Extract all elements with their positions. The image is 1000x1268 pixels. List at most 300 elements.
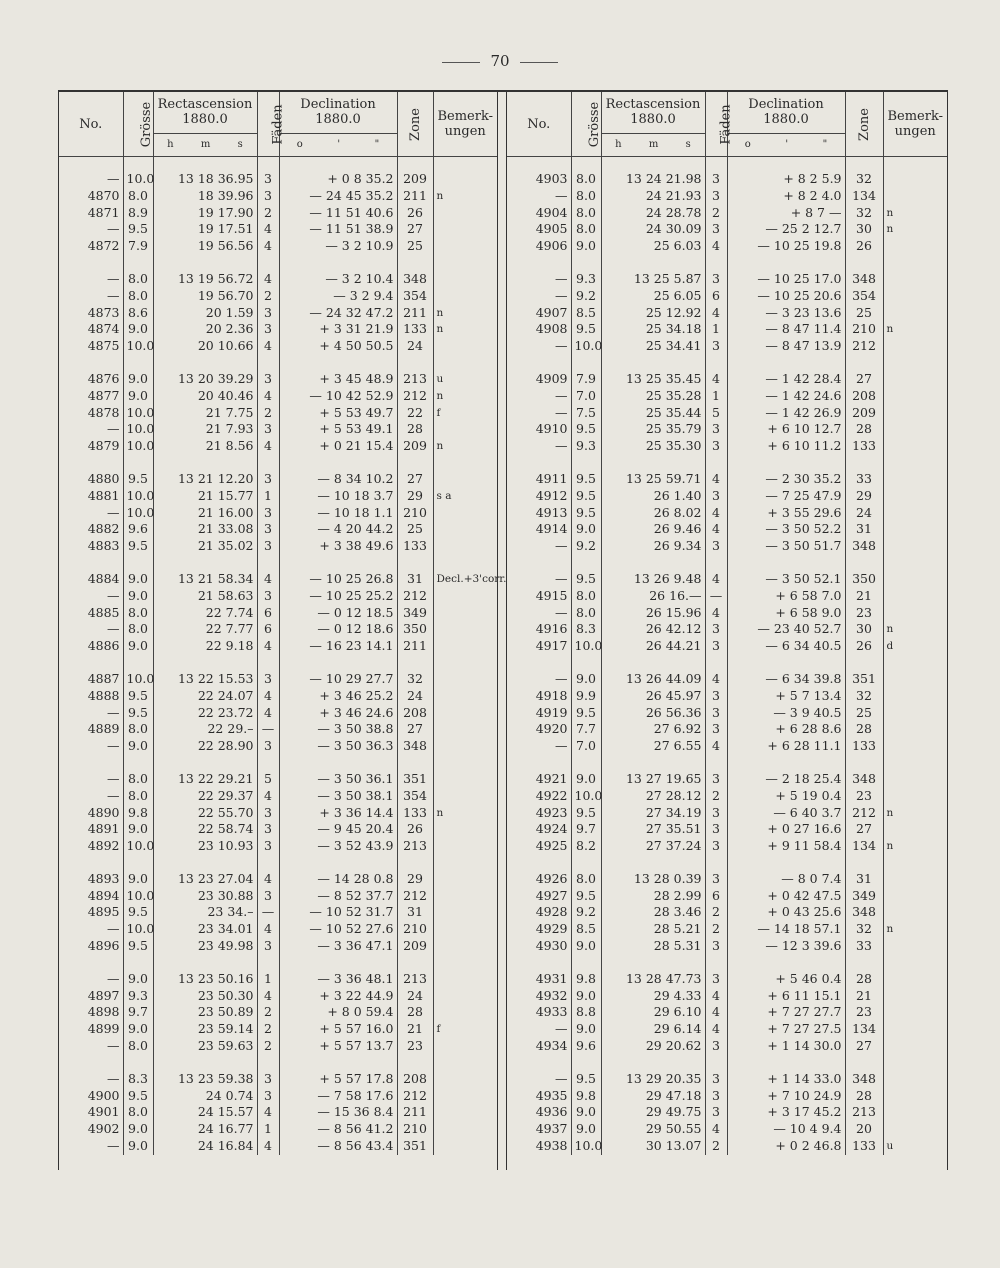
cell-bem (883, 1071, 947, 1088)
cell-no: — (507, 388, 571, 405)
cell-no: 4935 (507, 1088, 571, 1105)
table-row (59, 788, 497, 805)
col-header-bem: Bemerk-ungen (433, 92, 497, 157)
cell-groesse: 8.0 (571, 605, 601, 622)
cell-no: 4890 (59, 805, 123, 822)
spacer-cell (571, 157, 601, 172)
spacer-cell (59, 755, 123, 771)
cell-bem: n (886, 323, 894, 336)
spacer-cell (123, 1055, 153, 1071)
col-header-ra: Rectascension 1880.0 h m s (601, 92, 705, 157)
spacer-cell (705, 955, 727, 971)
cell-bem (883, 421, 947, 438)
cell-groesse: 9.0 (123, 1121, 153, 1138)
cell-decl: + 3 38 49.6 (279, 538, 397, 555)
cell-no: 4888 (59, 688, 123, 705)
cell-groesse: 8.0 (571, 188, 601, 205)
cell-ra: 28 5.31 (601, 938, 705, 955)
cell-groesse: 9.0 (123, 738, 153, 755)
group-gap-row (507, 955, 947, 971)
cell-ra: 28 3.46 (601, 904, 705, 921)
table-row (507, 438, 947, 455)
cell-groesse: 10.0 (123, 488, 153, 505)
cell-faeden: 3 (705, 771, 727, 788)
cell-ra: 13 26 9.48 (601, 571, 705, 588)
cell-no: — (59, 271, 123, 288)
cell-ra: 24 16.77 (153, 1121, 257, 1138)
cell-no: 4928 (507, 904, 571, 921)
cell-decl: — 10 4 9.4 (727, 1121, 845, 1138)
cell-zone: 28 (845, 1088, 883, 1105)
cell-ra: 29 6.10 (601, 1004, 705, 1021)
cell-groesse: 10.0 (123, 505, 153, 522)
cell-faeden: 1 (257, 488, 279, 505)
cell-zone: 348 (845, 271, 883, 288)
table-row (59, 688, 497, 705)
table-row (59, 771, 497, 788)
cell-decl: — 3 50 36.3 (279, 738, 397, 755)
cell-decl: — 14 28 0.8 (279, 871, 397, 888)
spacer-cell (397, 655, 433, 671)
cell-faeden: 3 (257, 305, 279, 322)
cell-faeden: 4 (257, 438, 279, 455)
group-gap-row (507, 755, 947, 771)
table-row (59, 605, 497, 622)
cell-ra: 25 6.03 (601, 238, 705, 255)
cell-decl: — 3 50 51.7 (727, 538, 845, 555)
cell-ra: 27 28.12 (601, 788, 705, 805)
cell-zone: 25 (397, 521, 433, 538)
cell-no: — (59, 971, 123, 988)
cell-ra: 26 9.34 (601, 538, 705, 555)
cell-faeden: 4 (257, 705, 279, 722)
cell-zone: 209 (845, 405, 883, 422)
cell-bem: n (436, 323, 444, 336)
cell-decl: + 6 28 11.1 (727, 738, 845, 755)
cell-no: 4875 (59, 338, 123, 355)
spacer-cell (705, 455, 727, 471)
cell-zone: 30 (845, 221, 883, 238)
table-row (507, 1138, 947, 1155)
spacer-cell (727, 255, 845, 271)
spacer-cell (397, 455, 433, 471)
cell-decl: — 7 58 17.6 (279, 1088, 397, 1105)
cell-decl: + 8 0 59.4 (279, 1004, 397, 1021)
cell-zone: 134 (845, 838, 883, 855)
spacer-cell (845, 1055, 883, 1071)
spacer-cell (601, 855, 705, 871)
cell-bem (433, 971, 497, 988)
spacer-cell (279, 355, 397, 371)
table-row (507, 1021, 947, 1038)
spacer-cell (153, 157, 257, 172)
cell-no: 4909 (507, 371, 571, 388)
spacer-cell (601, 255, 705, 271)
cell-bem (883, 988, 947, 1005)
cell-zone: 208 (397, 705, 433, 722)
cell-faeden: 3 (257, 188, 279, 205)
cell-decl: — 24 45 35.2 (279, 188, 397, 205)
cell-bem (433, 1121, 497, 1138)
cell-zone: 27 (845, 1038, 883, 1055)
cell-zone: 32 (845, 688, 883, 705)
cell-zone: 24 (397, 988, 433, 1005)
cell-bem: u (886, 1140, 894, 1153)
spacer-cell (59, 455, 123, 471)
table-row (59, 1071, 497, 1088)
spacer-cell (845, 555, 883, 571)
table-row (507, 871, 947, 888)
spacer-cell (845, 855, 883, 871)
table-row (507, 488, 947, 505)
spacer-cell (845, 755, 883, 771)
cell-bem: n (436, 306, 444, 319)
spacer-cell (257, 855, 279, 871)
cell-zone: 348 (397, 738, 433, 755)
spacer-cell (705, 855, 727, 871)
cell-groesse: 8.0 (123, 1104, 153, 1121)
cell-bem (433, 721, 497, 738)
spacer-cell (883, 355, 947, 371)
col-header-zone: Zone (397, 92, 433, 157)
cell-groesse: 8.0 (123, 188, 153, 205)
cell-zone: 211 (397, 638, 433, 655)
cell-ra: 24 30.09 (601, 221, 705, 238)
cell-faeden: 3 (705, 971, 727, 988)
table-row (59, 521, 497, 538)
cell-groesse: 9.0 (123, 388, 153, 405)
cell-bem (433, 1088, 497, 1105)
cell-zone: 348 (397, 271, 433, 288)
cell-faeden: 3 (705, 1104, 727, 1121)
cell-groesse: 9.5 (123, 538, 153, 555)
cell-ra: 25 35.28 (601, 388, 705, 405)
spacer-cell (883, 855, 947, 871)
group-gap-row (59, 455, 497, 471)
cell-faeden: 3 (705, 1071, 727, 1088)
spacer-cell (59, 1055, 123, 1071)
table-row (59, 721, 497, 738)
spacer-cell (571, 655, 601, 671)
spacer-cell (507, 255, 571, 271)
table-row (507, 1121, 947, 1138)
cell-no: 4904 (507, 205, 571, 222)
cell-no: — (59, 288, 123, 305)
cell-decl: — 6 34 40.5 (727, 638, 845, 655)
col-header-zone: Zone (845, 92, 883, 157)
cell-bem (883, 505, 947, 522)
spacer-cell (883, 255, 947, 271)
table-row (507, 188, 947, 205)
cell-faeden: 4 (257, 338, 279, 355)
cell-zone: 210 (397, 1121, 433, 1138)
cell-groesse: 7.9 (123, 238, 153, 255)
table-row (507, 388, 947, 405)
cell-no: — (59, 505, 123, 522)
cell-decl: — 0 12 18.5 (279, 605, 397, 622)
cell-zone: 348 (845, 1071, 883, 1088)
cell-no: 4901 (59, 1104, 123, 1121)
cell-ra: 13 23 27.04 (153, 871, 257, 888)
table-row (59, 805, 497, 822)
cell-groesse: 9.7 (571, 821, 601, 838)
spacer-cell (883, 1055, 947, 1071)
cell-zone: 32 (397, 671, 433, 688)
cell-no: — (507, 188, 571, 205)
table-row (507, 321, 947, 338)
cell-groesse: 7.5 (571, 405, 601, 422)
cell-decl: + 8 2 5.9 (727, 171, 845, 188)
cell-zone: 348 (845, 904, 883, 921)
spacer-cell (571, 855, 601, 871)
cell-no: — (59, 621, 123, 638)
cell-no: — (507, 271, 571, 288)
cell-bem (433, 238, 497, 255)
cell-ra: 19 17.51 (153, 221, 257, 238)
cell-decl: — 14 18 57.1 (727, 921, 845, 938)
cell-ra: 25 35.30 (601, 438, 705, 455)
cell-zone: 23 (845, 788, 883, 805)
cell-bem (883, 1021, 947, 1038)
cell-ra: 13 26 44.09 (601, 671, 705, 688)
cell-zone: 351 (845, 671, 883, 688)
cell-bem (433, 688, 497, 705)
cell-bem (883, 771, 947, 788)
cell-no: 4908 (507, 321, 571, 338)
spacer-cell (845, 157, 883, 172)
spacer-cell (571, 255, 601, 271)
spacer-cell (571, 1055, 601, 1071)
cell-no: 4886 (59, 638, 123, 655)
cell-groesse: 10.0 (123, 671, 153, 688)
table-row (507, 605, 947, 622)
cell-bem: n (886, 806, 894, 819)
table-row (507, 221, 947, 238)
cell-groesse: 8.8 (571, 1004, 601, 1021)
cell-zone: 30 (845, 621, 883, 638)
cell-groesse: 9.5 (571, 505, 601, 522)
cell-decl: — 15 36 8.4 (279, 1104, 397, 1121)
cell-faeden: 4 (257, 388, 279, 405)
cell-faeden: 4 (705, 371, 727, 388)
header-row (59, 92, 497, 157)
cell-decl: + 0 43 25.6 (727, 904, 845, 921)
cell-groesse: 9.0 (571, 1104, 601, 1121)
cell-no: 4917 (507, 638, 571, 655)
cell-ra: 26 9.46 (601, 521, 705, 538)
cell-no: 4879 (59, 438, 123, 455)
cell-no: 4914 (507, 521, 571, 538)
cell-bem (883, 538, 947, 555)
cell-ra: 21 33.08 (153, 521, 257, 538)
cell-zone: 24 (397, 688, 433, 705)
cell-bem: s a (436, 489, 452, 502)
cell-zone: 133 (397, 805, 433, 822)
cell-decl: — 3 2 9.4 (279, 288, 397, 305)
cell-zone: 25 (397, 238, 433, 255)
cell-groesse: 9.3 (571, 271, 601, 288)
spacer-cell (727, 157, 845, 172)
cell-no: — (507, 605, 571, 622)
cell-faeden: 3 (705, 538, 727, 555)
cell-groesse: 10.0 (123, 838, 153, 855)
cell-no: 4882 (59, 521, 123, 538)
table-row (59, 838, 497, 855)
cell-no: — (507, 438, 571, 455)
cell-ra: 23 59.63 (153, 1038, 257, 1055)
spacer-cell (279, 955, 397, 971)
cell-faeden: 2 (705, 1138, 727, 1155)
cell-decl: + 6 10 11.2 (727, 438, 845, 455)
cell-bem (883, 904, 947, 921)
spacer-cell (257, 655, 279, 671)
spacer-cell (279, 655, 397, 671)
spacer-cell (153, 255, 257, 271)
cell-faeden: 4 (257, 271, 279, 288)
col-header-no: No. (507, 92, 571, 157)
cell-no: — (59, 588, 123, 605)
cell-zone: 350 (845, 571, 883, 588)
table-row (507, 1038, 947, 1055)
spacer-cell (433, 1055, 497, 1071)
spacer-cell (279, 157, 397, 172)
spacer-cell (601, 355, 705, 371)
cell-no: — (507, 738, 571, 755)
cell-ra: 25 35.79 (601, 421, 705, 438)
spacer-cell (123, 255, 153, 271)
spacer-cell (845, 255, 883, 271)
cell-faeden: 4 (705, 505, 727, 522)
table-row (59, 371, 497, 388)
cell-bem (433, 671, 497, 688)
table-row (507, 721, 947, 738)
cell-decl: — 23 40 52.7 (727, 621, 845, 638)
cell-no: 4872 (59, 238, 123, 255)
col-header-faeden: Fäden (257, 92, 279, 157)
cell-no: 4891 (59, 821, 123, 838)
cell-bem: Decl.+3'corr. (436, 572, 507, 585)
cell-bem (883, 371, 947, 388)
cell-zone: 21 (845, 588, 883, 605)
cell-bem (433, 505, 497, 522)
cell-no: 4933 (507, 1004, 571, 1021)
cell-no: — (507, 405, 571, 422)
cell-faeden: 3 (257, 838, 279, 855)
spacer-cell (59, 355, 123, 371)
cell-zone: 33 (845, 471, 883, 488)
cell-groesse: 9.9 (571, 688, 601, 705)
spacer-cell (571, 755, 601, 771)
cell-ra: 22 55.70 (153, 805, 257, 822)
cell-no: 4907 (507, 305, 571, 322)
table-row (59, 1104, 497, 1121)
cell-decl: — 16 23 14.1 (279, 638, 397, 655)
cell-decl: — 8 47 13.9 (727, 338, 845, 355)
spacer-cell (845, 355, 883, 371)
cell-ra: 19 17.90 (153, 205, 257, 222)
cell-zone: 209 (397, 171, 433, 188)
cell-groesse: 9.6 (571, 1038, 601, 1055)
cell-zone: 211 (397, 188, 433, 205)
table-row (59, 488, 497, 505)
group-gap-row (507, 855, 947, 871)
cell-ra: 20 10.66 (153, 338, 257, 355)
table-row (59, 338, 497, 355)
spacer-cell (397, 755, 433, 771)
spacer-cell (507, 455, 571, 471)
spacer-cell (279, 755, 397, 771)
cell-ra: 23 50.89 (153, 1004, 257, 1021)
cell-zone: 212 (397, 588, 433, 605)
spacer-cell (507, 555, 571, 571)
cell-no: 4887 (59, 671, 123, 688)
cell-bem (433, 605, 497, 622)
cell-ra: 26 56.36 (601, 705, 705, 722)
cell-bem (433, 1104, 497, 1121)
cell-bem (433, 1038, 497, 1055)
cell-ra: 25 34.41 (601, 338, 705, 355)
cell-faeden: 4 (705, 1021, 727, 1038)
cell-decl: + 0 21 15.4 (279, 438, 397, 455)
table-row (507, 838, 947, 855)
cell-groesse: 9.5 (123, 471, 153, 488)
cell-faeden: 3 (257, 421, 279, 438)
cell-groesse: 10.0 (123, 888, 153, 905)
table-row (59, 1038, 497, 1055)
cell-decl: + 5 57 13.7 (279, 1038, 397, 1055)
cell-faeden: 4 (257, 1104, 279, 1121)
cell-decl: + 6 11 15.1 (727, 988, 845, 1005)
spacer-cell (279, 1055, 397, 1071)
table-row (507, 1004, 947, 1021)
cell-zone: 134 (845, 1021, 883, 1038)
cell-decl: + 8 7 — (727, 205, 845, 222)
cell-bem (433, 538, 497, 555)
cell-no: — (59, 705, 123, 722)
cell-no: 4932 (507, 988, 571, 1005)
cell-decl: — 10 18 1.1 (279, 505, 397, 522)
cell-no: 4911 (507, 471, 571, 488)
cell-faeden: 3 (705, 805, 727, 822)
cell-groesse: 9.0 (123, 821, 153, 838)
cell-faeden: 2 (705, 205, 727, 222)
cell-zone: 350 (397, 621, 433, 638)
cell-ra: 18 39.96 (153, 188, 257, 205)
spacer-cell (279, 455, 397, 471)
group-gap-row (59, 1055, 497, 1071)
cell-faeden: 3 (705, 838, 727, 855)
cell-no: 4920 (507, 721, 571, 738)
spacer-cell (601, 555, 705, 571)
cell-faeden: 2 (257, 1038, 279, 1055)
cell-ra: 23 59.14 (153, 1021, 257, 1038)
spacer-cell (257, 555, 279, 571)
cell-no: 4938 (507, 1138, 571, 1155)
table-row (59, 321, 497, 338)
cell-no: 4877 (59, 388, 123, 405)
spacer-cell (153, 555, 257, 571)
cell-groesse: 9.0 (123, 588, 153, 605)
cell-ra: 22 28.90 (153, 738, 257, 755)
cell-decl: — 6 40 3.7 (727, 805, 845, 822)
spacer-cell (153, 955, 257, 971)
cell-decl: — 2 30 35.2 (727, 471, 845, 488)
table-row (507, 705, 947, 722)
cell-zone: 351 (397, 1138, 433, 1155)
cell-faeden: 3 (705, 171, 727, 188)
cell-groesse: 10.0 (571, 638, 601, 655)
cell-groesse: 8.0 (123, 721, 153, 738)
